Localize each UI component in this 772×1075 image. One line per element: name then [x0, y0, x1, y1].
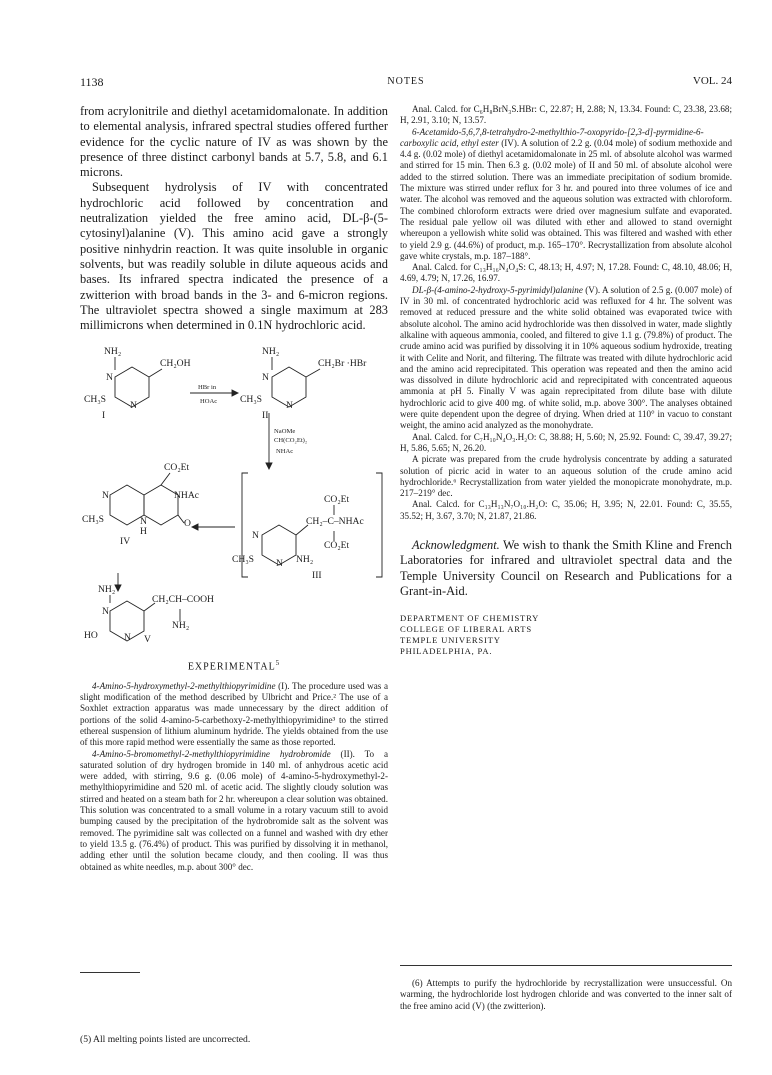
arrow-1-head: [232, 390, 238, 396]
IV-nh: N: [140, 516, 147, 528]
III-co2et-bot: CO₂Et: [324, 540, 350, 552]
arrow2-reagent-b: CH(CO₂Et)₂: [274, 437, 308, 445]
ack-title: Acknowledgment.: [412, 537, 500, 552]
V-n-top: N: [102, 606, 109, 618]
exp-paragraph-1: [80, 681, 388, 749]
arrow1-reagent: HBr in: [198, 384, 217, 392]
footnote-6: (6) Attempts to purify the hydrochloride by recrystallization were unsuccessful. On warming, the hydrochloride lost hydrogen chloride and was converted to the inner salt of the free amino acid (V) (the zwitterion).: [400, 978, 732, 1011]
bracket-right: [376, 473, 382, 577]
arrow1-solvent: HOAc: [200, 398, 218, 406]
I-n-bot: N: [130, 400, 137, 412]
running-header: [80, 75, 732, 91]
V-n-bot: N: [124, 632, 131, 644]
prep-IV: [400, 127, 732, 263]
II-n-top: N: [262, 372, 269, 384]
acknowledgment: [400, 538, 732, 599]
exp-title-2: 4-Amino-5-bromomethyl-2-methylthiopyrimidine hydrobromide: [92, 748, 331, 759]
I-ch2oh: CH₂OH: [160, 358, 191, 370]
right-column: [400, 104, 732, 657]
arrow2-reagent-a: NaOMe: [274, 428, 296, 436]
intro-paragraph-1: from acrylonitrile and diethyl acetamidomalonate. In addition to elemental analysis, infrared spectral studies offered further evidence for the cyclic nature of IV as was shown by the presence of three distinct carbonyl bands at 5.7, 5.8, and 6.1 microns.: [80, 104, 388, 180]
footnote-rule-right: [400, 965, 732, 966]
III-label: III: [312, 570, 322, 582]
I-ch3s: CH₃S: [84, 394, 107, 406]
prep-V-text: (V). A solution of 2.5 g. (0.007 mole) of IV in 30 ml. of concentrated hydrochloric acid was refluxed for 4 hr. The solvent was removed at reduced pressure and the white solid obtained was evaporated twice with absolute alcohol. The amino acid hydrochloride was then dissolved in water, made slightly alkaline with aqueous ammonia, cooled, and filtered to give 1.1 g. (79.8%) of product. The crude amino acid was purified by dissolving it in 10% aqueous sodium hydroxide, treating it with Celite and Norit, and filtering. The filtrate was treated with dilute hydrochloric acid and the amino acid reprecipitated. This operation was repeated and then the amino acid was dissolved in dilute hydrochloric acid and reprecipitated with concentrated aqueous ammonia at pH 5. Finally V was again reprecipitated from dilute base with dilute hydrochloric acid to give 400 mg. of white solid, m.p. above 300°. The analyses obtained were quite dependent upon the degree of drying. When dried at 110° in vacuo to constant weight, the amino acid analyzed as the monohydrate.: [400, 284, 732, 431]
footnote-6-wrap: [400, 978, 732, 1012]
ring-IV-b: [144, 485, 178, 525]
affiliation-line-4: PHILADELPHIA, PA.: [400, 646, 493, 657]
footnote-rule-left: [80, 972, 140, 973]
III-n-bot: N: [276, 558, 283, 570]
V-chain: CH₂CH–COOH: [152, 594, 214, 606]
I-n-top: N: [106, 372, 113, 384]
IV-nhac: NHAc: [174, 490, 200, 502]
III-n-top: N: [252, 530, 259, 542]
V-nh2: NH₂: [98, 584, 116, 596]
V-ho: HO: [84, 630, 98, 642]
II-nh2: NH₂: [262, 346, 280, 358]
IV-n: N: [102, 490, 109, 502]
ack-text: We wish to thank the Smith Kline and French Laboratories for infrared and ultraviolet spectral data and the Temple University Council on Research and Publications for a Grant-in-Aid.: [400, 537, 732, 598]
prep-V: [400, 285, 732, 432]
arrow-2-head: [266, 463, 272, 469]
affiliation-line-1: DEPARTMENT OF CHEMISTRY: [400, 613, 540, 624]
intro-paragraph-2: Subsequent hydrolysis of IV with concentrated hydrochloric acid followed by concentration and neutralization yielded the free amino acid, DL-β-(5-cytosinyl)alanine (V). This amino acid gave a strongly positive ninhydrin reaction. It was quite insoluble in organic solvents, but was readily soluble in dilute aqueous acids and bases. Its infrared spectra indicated the presence of a zwitterion with broad bands in the 3- and 6-micron regions. The ultraviolet spectra showed a single maximum at 283 millimicrons when determined in 0.1N hydrochloric acid.: [80, 180, 388, 333]
III-co2et-top: CO₂Et: [324, 494, 350, 506]
exp-paragraph-2: [80, 749, 388, 873]
I-label: I: [102, 410, 106, 422]
experimental-title: EXPERIMENTAL: [187, 661, 276, 673]
page-number: 1138: [80, 75, 104, 89]
bond-II-ch2br: [306, 369, 320, 377]
exp-text-2: (II). To a saturated solution of dry hydrogen bromide in 140 ml. of anhydrous acetic acid were added, with stirring, 9.6 g. (0.06 mole) of 4-amino-5-hydroxymethyl-2-methylthiopyrimidine and 520 ml. of acetic acid. The slightly cloudy solution was stirred and heated on a steam bath for 2 hr. whereupon a clear solution was obtained. This solution was concentrated to a small volume in a rotary vacuum still to avoid bumping caused by the precipitation of the hydrobromide salt as the solvent was removed. The pyrimidine salt was collected on a funnel and washed with dry ether to yield 13.5 g. (76.4%) of product. This was purified by dissolving it in methanol, adding ether until the solution became cloudy, and then cooling. II was thus obtained as white needles, m.p. about 300° dec.: [80, 748, 388, 872]
reaction-scheme: [80, 345, 388, 645]
experimental-heading: [80, 659, 388, 672]
arrow2-reagent-c: NHAc: [276, 448, 294, 456]
section-title: NOTES: [387, 76, 425, 87]
exp-title-1: 4-Amino-5-hydroxymethyl-2-methylthiopyrimidine: [92, 680, 276, 691]
prep-IV-title: 6-Acetamido-5,6,7,8-tetrahydro-2-methylthio-7-oxopyrido-[2,3-d]-pyrmidine-6-carboxylic acid, ethyl ester: [400, 126, 704, 148]
III-ch3s: CH₃S: [232, 554, 255, 566]
ring-IV-a: [110, 485, 144, 525]
analysis-II: Anal. Calcd. for C₆H₈BrN₃S.HBr: C, 22.87; H, 2.88; N, 13.34. Found: C, 23.38, 23.68; H, 2.91, 3.10; N, 13.57.: [400, 104, 732, 126]
arrow-4-head: [115, 585, 121, 591]
picrate-prep: A picrate was prepared from the crude hydrolysis concentrate by adding a saturated solution of picric acid in water to an aqueous solution of the crude amino acid hydrochloride.⁶ Recrystallization from water yielded the monopicrate monohydrate, m.p. 217–219° dec.: [400, 454, 732, 499]
IV-h: H: [140, 526, 147, 538]
analysis-V: Anal. Calcd. for C₇H₁₀N₄O₃.H₂O: C, 38.88; H, 5.60; N, 25.92. Found: C, 39.47, 39.27; H, 5.86, 5.65; N, 26.20.: [400, 431, 732, 453]
affiliation-line-3: TEMPLE UNIVERSITY: [400, 635, 501, 646]
affiliation: [400, 613, 732, 657]
II-n-bot: N: [286, 400, 293, 412]
III-nh2: NH₂: [296, 554, 314, 566]
II-label: II: [262, 410, 269, 422]
IV-label: IV: [120, 536, 131, 548]
prep-V-title: DL-β-(4-amino-2-hydroxy-5-pyrimidyl)alanine: [412, 284, 583, 295]
footnote-5: (5) All melting points listed are uncorrected.: [80, 1034, 251, 1045]
experimental-footnote-ref: 5: [275, 659, 281, 668]
analysis-picrate: Anal. Calcd. for C₁₃H₁₃N₇O₁₀.H₂O: C, 35.06; H, 3.95; N, 22.01. Found: C, 35.55, 35.52; H, 3.67, 3.70; N, 21.87, 21.86.: [400, 499, 732, 521]
bond-IV-co2et: [161, 473, 170, 485]
prep-IV-text: (IV). A solution of 2.2 g. (0.04 mole) of sodium methoxide and 4.4 g. (0.02 mole) of diethyl acetamidomalonate in 25 ml. of absolute alcohol was warmed and stirred for 15 min. Then 6.3 g. (0.02 mole) of II and 50 ml. of absolute alcohol were added to the stirred solution. There was an immediate precipitation of sodium bromide. The mixture was stirred under reflux for 3 hr. and poured into three volumes of ice and water. The alcohol was removed and the aqueous solution was extracted with chloroform. The combined chloroform extracts were dried over magnesium sulfate and evaporated. The residual pale yellow oil was diluted with ether and allowed to stand overnight whereupon a yellowish white solid was obtained. This was filtered and washed with ether to yield 2.9 g. (44.6%) of product, m.p. 165–170°. Recrystallization from absolute alcohol gave white crystals, m.p. 187–188°.: [400, 137, 732, 261]
II-ch3s: CH₃S: [240, 394, 263, 406]
affiliation-line-2: COLLEGE OF LIBERAL ARTS: [400, 624, 532, 635]
IV-o: O: [184, 518, 191, 530]
III-chain: CH₂–C–NHAc: [306, 516, 364, 528]
IV-ch3s: CH₃S: [82, 514, 105, 526]
bond-I-ch2oh: [149, 369, 162, 377]
IV-co2et: CO₂Et: [164, 462, 190, 474]
volume-label: VOL. 24: [692, 75, 732, 87]
arrow-3-head: [192, 524, 198, 530]
exp-text-1: (I). The procedure used was a slight modification of the method described by Ulbricht and Price.² The use of a Soxhlet extraction apparatus was made unnecessary by the direct addition of portions of the solid 4-amino-5-carbethoxy-2-methylthiopyrimidine³ to the stirred ethereal suspension of lithium aluminum hydride. The yields obtained from the use of this more rapid method were essentially the same as those reported.: [80, 680, 388, 748]
II-ch2br: CH₂Br ·HBr: [318, 358, 367, 370]
I-nh2: NH₂: [104, 346, 122, 358]
analysis-IV: Anal. Calcd. for C₁₃H₁₆N₄O₄S: C, 48.13; H, 4.97; N, 17.28. Found: C, 48.10, 48.06; H, 4.69, 4.79; N, 17.26, 16.97.: [400, 262, 732, 284]
V-nh2-side: NH₂: [172, 620, 190, 632]
left-column: [80, 104, 388, 873]
V-label: V: [144, 634, 151, 646]
